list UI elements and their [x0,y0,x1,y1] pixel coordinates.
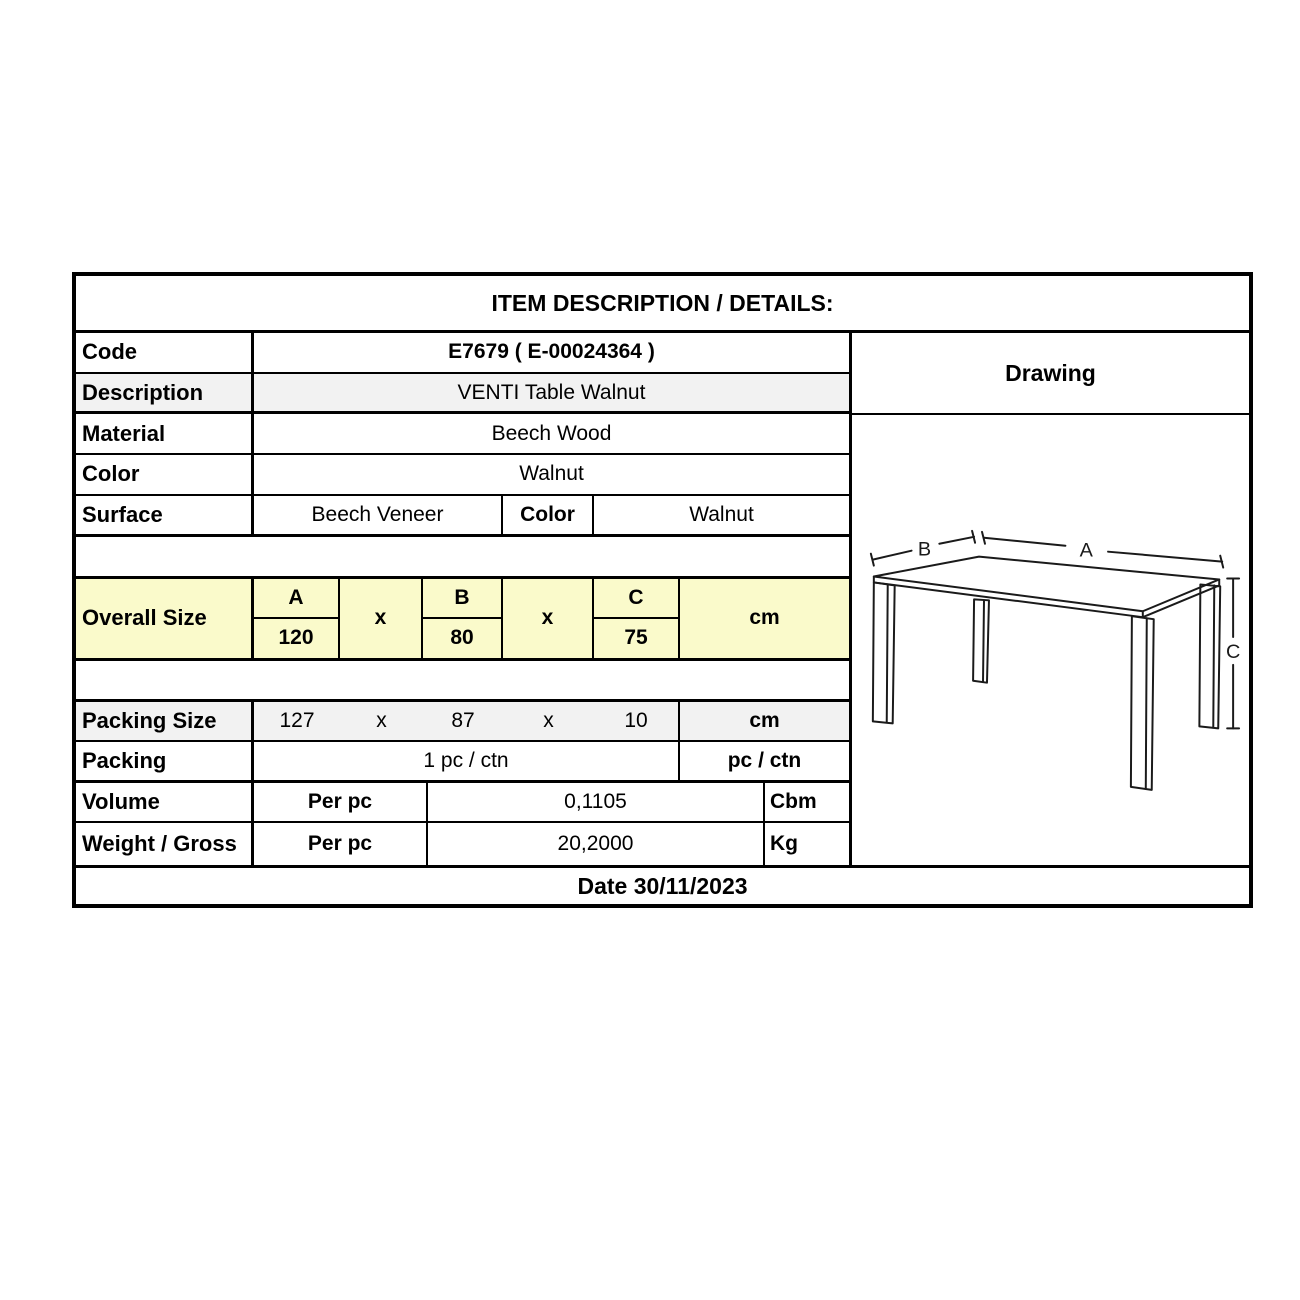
packing-label: Packing [76,742,254,780]
dim-a-name: A [254,579,338,619]
code-label: Code [76,333,254,372]
material-value: Beech Wood [491,421,612,445]
volume-unit: Cbm [770,789,817,813]
packing-size-values [254,702,680,740]
dim-c-value: 75 [624,626,648,650]
table-leg-back-right [1199,584,1220,728]
color-label: Color [76,455,254,494]
dim-line-a [982,532,1223,568]
dim-separator-1: x [340,579,423,657]
packing-size-sep-2: x [543,709,554,733]
surface-value: Beech Veneer [254,496,503,535]
surface-row [76,496,849,538]
details-section [76,333,852,865]
drawing-section [852,333,1249,865]
packing-value: 1 pc / ctn [254,742,680,780]
table-leg-front-left [873,582,895,723]
spacer-row-1 [76,537,849,579]
packing-size-label: Packing Size [76,702,254,740]
item-details-table [72,272,1253,908]
weight-row [76,823,849,865]
color-row [76,455,849,496]
packing-unit: pc / ctn [727,748,802,772]
dim-separator-2: x [503,579,594,657]
dim-a-cell [254,579,340,657]
date-text: Date 30/11/2023 [577,872,748,899]
weight-unit: Kg [770,832,798,856]
table-title [76,276,1249,333]
dim-c-cell [594,579,680,657]
dim-b-name: B [423,579,501,619]
dim-b-cell [423,579,503,657]
table-drawing-svg [852,415,1249,865]
drawing-header [852,333,1249,415]
surface-color-label: Color [503,496,594,535]
dim-label-c: C [1225,640,1241,663]
dim-b-value: 80 [450,626,474,650]
dim-label-b: B [917,538,932,561]
weight-value: 20,2000 [428,823,765,865]
weight-per-pc: Per pc [254,823,428,865]
description-value: VENTI Table Walnut [457,380,646,404]
drawing-area [852,415,1249,865]
packing-size-value-1: 127 [279,709,315,733]
date-row [76,865,1249,904]
packing-size-value-2: 87 [451,709,475,733]
description-label: Description [76,374,254,412]
code-row [76,333,849,374]
packing-size-sep-1: x [376,709,387,733]
material-row [76,414,849,455]
weight-label: Weight / Gross [76,823,254,865]
packing-size-unit: cm [749,709,780,733]
spacer-cell [76,661,849,700]
surface-color-value: Walnut [689,503,754,527]
spacer-row-2 [76,661,849,703]
material-label: Material [76,414,254,453]
overall-size-row [76,579,849,660]
volume-label: Volume [76,783,254,822]
overall-size-unit: cm [749,606,780,630]
surface-label: Surface [76,496,254,535]
packing-size-value-3: 10 [624,709,648,733]
table-body [76,333,1249,865]
overall-size-label: Overall Size [76,579,254,657]
table-leg-front-right [1131,616,1154,790]
volume-per-pc: Per pc [254,783,428,822]
spacer-cell [76,537,849,576]
color-value: Walnut [519,462,584,486]
volume-row [76,783,849,824]
packing-size-row [76,702,849,742]
code-value: E7679 ( E-00024364 ) [448,340,655,364]
table-title-text: ITEM DESCRIPTION / DETAILS: [491,289,834,316]
tabletop [874,557,1219,618]
drawing-header-text: Drawing [1005,359,1096,386]
packing-row [76,742,849,783]
volume-value: 0,1105 [428,783,765,822]
table-leg-back-left [973,599,989,682]
dim-a-value: 120 [278,626,314,650]
dim-c-name: C [594,579,678,619]
description-row [76,374,849,415]
dim-label-a: A [1079,539,1093,562]
